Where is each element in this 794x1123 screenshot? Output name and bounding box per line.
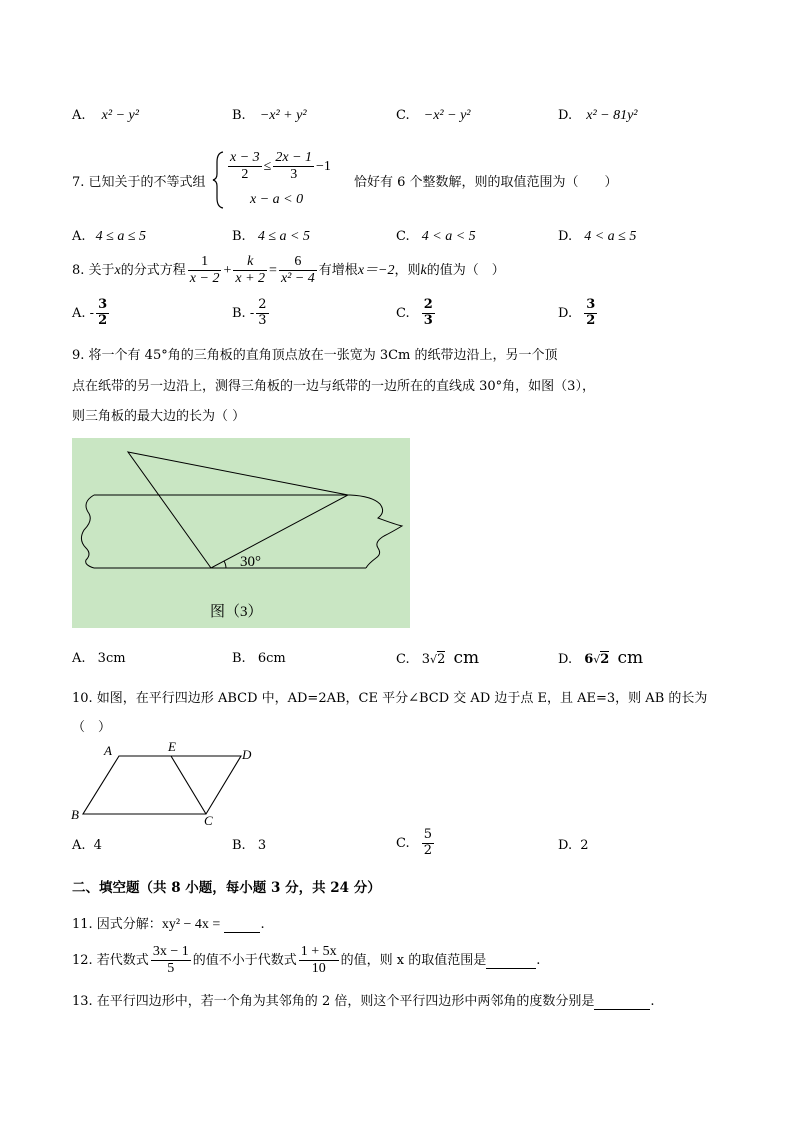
point-d-label: D (242, 747, 252, 762)
q8-frac-1: $\frac{1}{x - 2}$ (189, 254, 220, 287)
q9-line-1: 9. 将一个有 45°角的三角板的直角顶点放在一张宽为 3Cm 的纸带边沿上，另一个顶 (72, 348, 558, 363)
q7-option-d: D. 4 < a ≤ 5 (558, 229, 637, 244)
q9-option-d: D. 6√2 cm (558, 648, 644, 668)
q11: 11. 因式分解：xy² − 4x = . (72, 917, 265, 932)
angle-label: 30° (240, 554, 261, 570)
q7-inequality-1: $\frac{x - 3}{2}$ ≤ $\frac{2x - 1}{3}$ −1 (230, 150, 331, 183)
q6-option-b-expr: −x² + y² (259, 108, 307, 123)
point-e-label: E (168, 739, 176, 754)
point-c-label: C (204, 813, 213, 828)
q10-option-c: C. $\frac{5}{2}$ (396, 827, 433, 858)
q10-option-a: A. 4 (72, 838, 102, 853)
q6-option-d-expr: x² − 81y² (586, 108, 638, 123)
q9-line-3: 则三角板的最大边的长为（ ） (72, 409, 246, 424)
q12-frac-1: $\frac{3x - 1}{5}$ (152, 944, 189, 977)
figure-background (72, 438, 410, 628)
figure-caption: 图（3） (210, 604, 263, 620)
q12-blank (486, 953, 536, 969)
q12-frac-2: $\frac{1 + 5x}{10}$ (300, 944, 337, 977)
sqrt-sign: √ (430, 653, 438, 666)
q13: 13. 在平行四边形中，若一个角为其邻角的 2 倍，则这个平行四边形中两邻角的度数分别是 . (72, 994, 655, 1009)
q10-line-1: 10. 如图，在平行四边形 ABCD 中，AD=2AB，CE 平分∠BCD 交 AD 边于点 E，且 AE=3，则 AB 的长为 (72, 691, 708, 706)
q8-stem: 8. 关于x的分式方程 $\frac{1}{x - 2}$ + $\frac{k}{x + 2}$ = $\frac{6}{\text{x² − 4}}$ 有增根x＝−2，则k的值为（ ） (72, 254, 505, 287)
q7-suffix: 恰好有 6 个整数解，则的取值范围为（ ） (354, 175, 618, 190)
q11-blank (224, 917, 260, 933)
q6-option-a: A. x² − y² (72, 108, 139, 123)
segment-ce (171, 756, 206, 814)
q11-expr: xy² − 4x = (161, 917, 221, 932)
q9-figure (72, 438, 410, 628)
q9-option-b: B. 6cm (232, 651, 286, 666)
q6-option-c-expr: −x² − y² (423, 108, 471, 123)
q7-frac-1: $\frac{x - 3}{2}$ (230, 150, 260, 183)
q7-option-c: C. 4 < a < 5 (396, 229, 476, 244)
q10-option-d: D. 2 (558, 838, 589, 853)
q7-inequality-2: x − a < 0 (250, 192, 304, 207)
q7-frac-2: $\frac{2x - 1}{3}$ (275, 150, 313, 183)
q10-figure (68, 738, 268, 828)
q9-option-a: A. 3cm (72, 651, 126, 666)
q12: 12. 若代数式 $\frac{3x - 1}{5}$ 的值不小于代数式 $\frac{1 + 5x}{10}$ 的值，则 x 的取值范围是 . (72, 944, 541, 977)
q6-option-c: C. −x² − y² (396, 108, 471, 123)
q6-option-b: B. −x² + y² (232, 108, 307, 123)
q10-option-b: B. 3 (232, 838, 267, 853)
q7-option-a: A. 4 ≤ a ≤ 5 (72, 229, 147, 244)
q8-frac-2: $\frac{k}{x + 2}$ (235, 254, 266, 287)
q7-option-b: B. 4 ≤ a < 5 (232, 229, 310, 244)
q7-brace (212, 150, 226, 210)
q9-line-2: 点在纸带的另一边沿上，测得三角板的一边与纸带的一边所在的直线成 30°角，如图（3）， (72, 379, 595, 394)
point-a-label: A (104, 743, 112, 758)
q6-option-a-expr: x² − y² (101, 108, 139, 123)
point-b-label: B (71, 807, 79, 822)
section-2-title: 二、填空题（共 8 小题，每小题 3 分，共 24 分） (72, 880, 381, 896)
q8-option-c: C. $\frac{2}{3}$ (396, 297, 433, 328)
q8-frac-3: $\frac{6}{\text{x² − 4}}$ (280, 254, 315, 287)
q9-option-c: C. 3√2 cm (396, 648, 480, 668)
sqrt-sign: √ (593, 653, 601, 666)
q13-blank (594, 994, 650, 1010)
q8-option-d: D. $\frac{3}{2}$ (558, 297, 596, 328)
q8-option-b: B. - $\frac{2}{3}$ (232, 297, 267, 328)
q8-option-a: A. - $\frac{3}{2}$ (72, 297, 108, 328)
q6-option-d: D. x² − 81y² (558, 108, 638, 123)
parallelogram-abcd (83, 756, 241, 814)
q10-line-2: （ ） (72, 720, 112, 735)
q7-prefix: 7. 已知关于的不等式组 (72, 175, 206, 190)
